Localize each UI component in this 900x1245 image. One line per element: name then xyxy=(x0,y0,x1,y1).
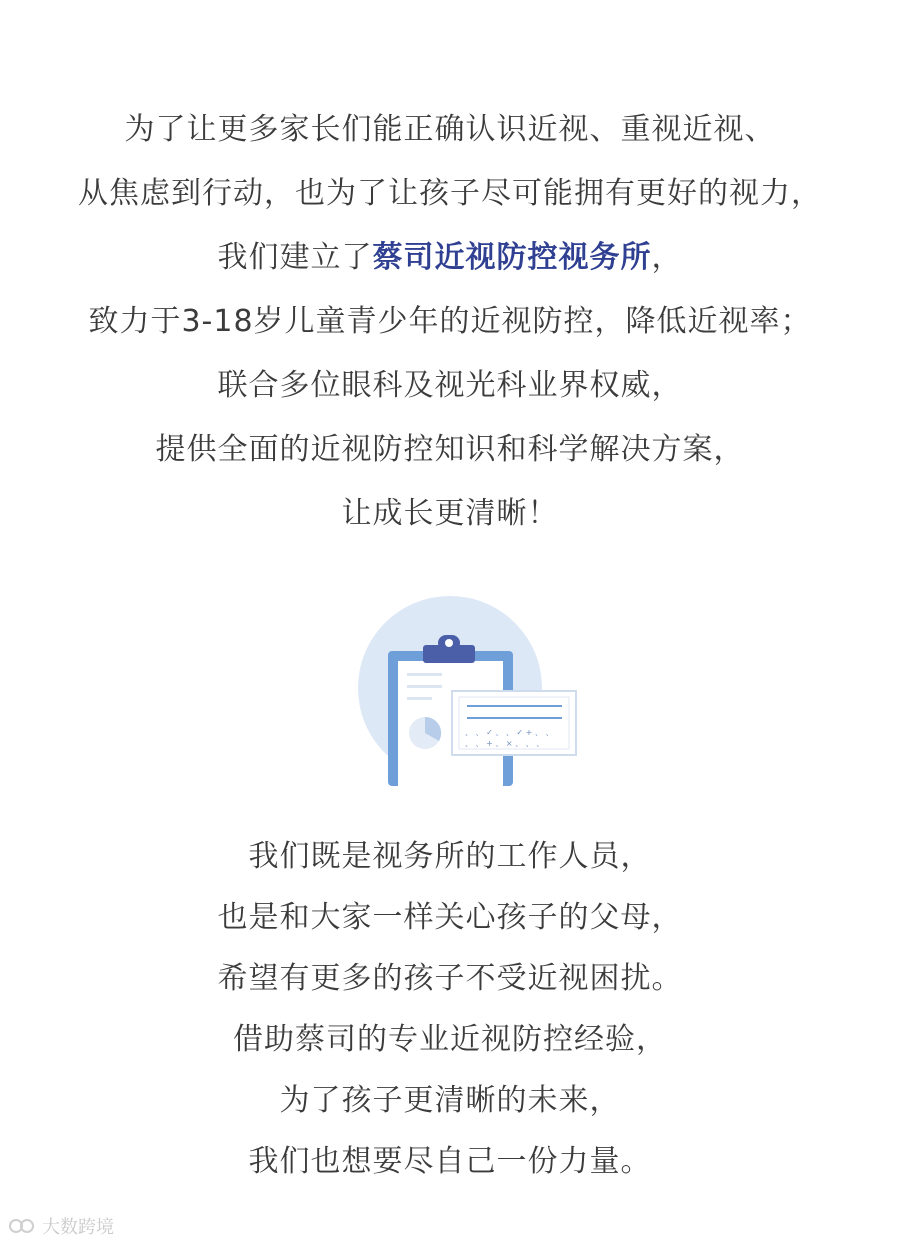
intro-line-2: 从焦虑到行动，也为了让孩子尽可能拥有更好的视力， xyxy=(78,176,822,211)
intro-line-3 xyxy=(0,226,900,290)
outro-line-6: 我们也想要尽自己一份力量。 xyxy=(248,1144,652,1179)
outro-line-4: 借助蔡司的专业近视防控经验， xyxy=(233,1022,667,1057)
intro-paragraph xyxy=(0,98,900,546)
intro-line-4: 致力于3-18岁儿童青少年的近视防控，降低近视率； xyxy=(88,304,812,339)
card-marks-row-1: 、 、 ✓ 、 、 ✓ + 、 、 xyxy=(465,728,554,737)
clipboard-document-icon xyxy=(355,593,585,788)
outro-line-2: 也是和大家一样关心孩子的父母， xyxy=(217,900,683,935)
watermark xyxy=(8,1213,114,1239)
outro-line-1: 我们既是视务所的工作人员， xyxy=(248,839,652,874)
intro-line-1: 为了让更多家长们能正确认识近视、重视近视、 xyxy=(124,112,776,147)
outro-paragraph xyxy=(0,826,900,1192)
brand-name-highlight: 蔡司近视防控视务所 xyxy=(372,240,652,275)
outro-line-5: 为了孩子更清晰的未来， xyxy=(279,1083,621,1118)
intro-line-7: 让成长更清晰！ xyxy=(341,496,559,531)
intro-line-3-prefix: 我们建立了 xyxy=(217,240,373,275)
card-marks-row-2: 、 、 + 、 × 、 、 、 xyxy=(465,739,545,748)
outro-line-3: 希望有更多的孩子不受近视困扰。 xyxy=(217,961,683,996)
watermark-logo-icon xyxy=(8,1217,36,1235)
intro-line-5: 联合多位眼科及视光科业界权威， xyxy=(217,368,683,403)
intro-line-3-suffix: ， xyxy=(651,240,683,275)
intro-line-6: 提供全面的近视防控知识和科学解决方案， xyxy=(155,432,745,467)
watermark-text: 大数跨境 xyxy=(42,1217,114,1238)
